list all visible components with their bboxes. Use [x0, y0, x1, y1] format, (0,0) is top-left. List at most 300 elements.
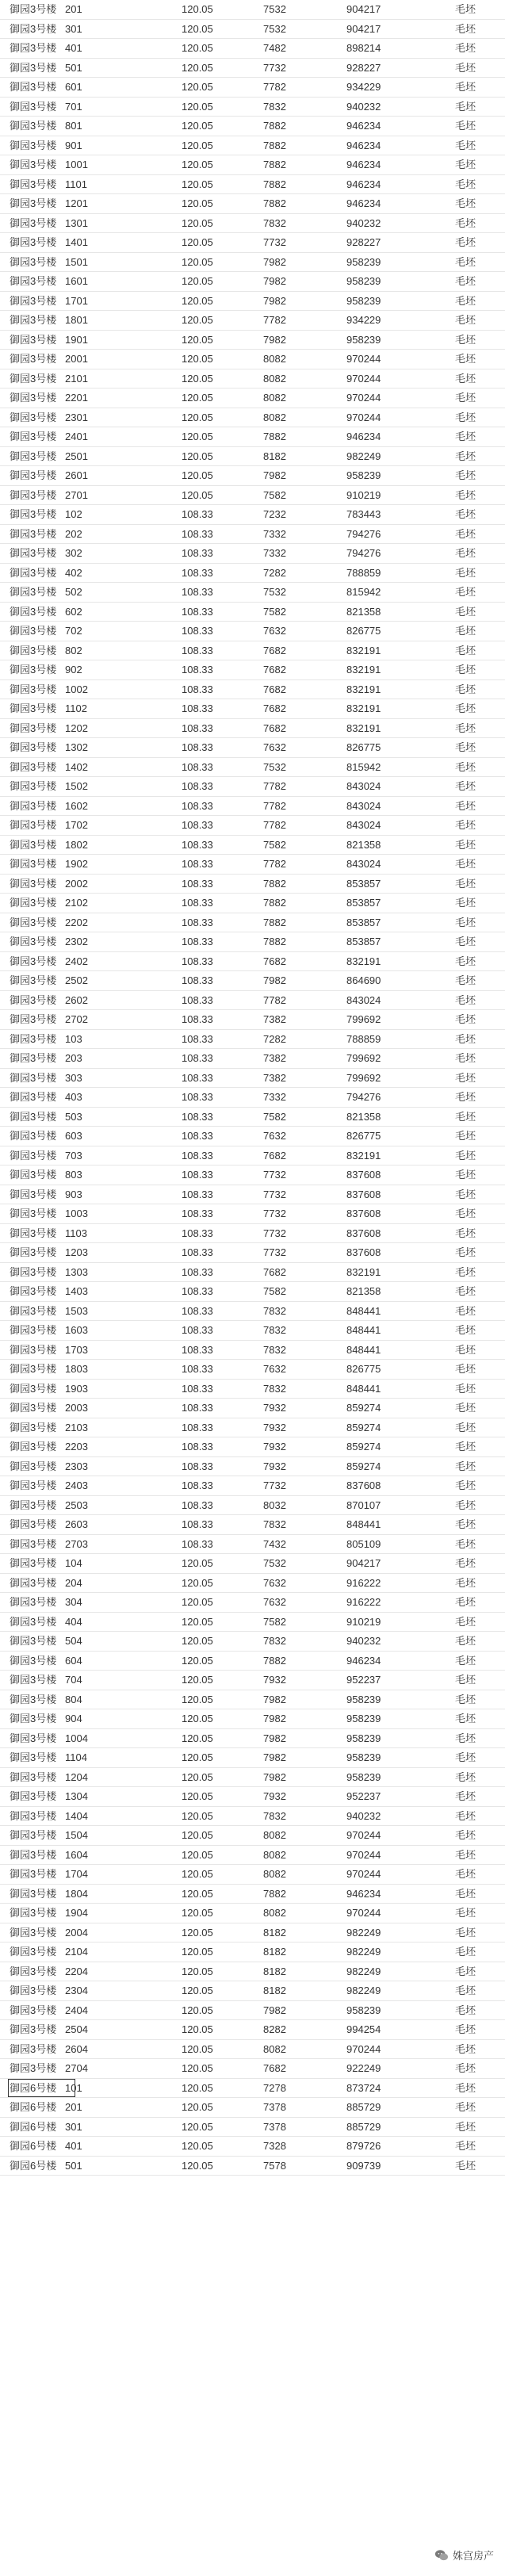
cell-area[interactable]: 120.05 — [182, 1732, 213, 1744]
cell-area[interactable]: 120.05 — [182, 2120, 213, 2133]
cell-total[interactable]: 815942 — [346, 586, 381, 598]
cell-room[interactable]: 201 — [65, 2101, 82, 2113]
cell-total[interactable]: 859274 — [346, 1421, 381, 1433]
cell-total[interactable]: 821358 — [346, 1110, 381, 1123]
cell-standard[interactable]: 毛坯 — [455, 1751, 476, 1763]
cell-standard[interactable]: 毛坯 — [455, 2023, 476, 2035]
cell-unit-price[interactable]: 7632 — [263, 741, 286, 753]
cell-building[interactable]: 御园3号楼 — [10, 1013, 57, 1025]
cell-total[interactable]: 843024 — [346, 780, 381, 792]
cell-building[interactable]: 御园3号楼 — [10, 178, 57, 190]
cell-room[interactable]: 1901 — [65, 333, 88, 346]
cell-room[interactable]: 1902 — [65, 858, 88, 870]
cell-unit-price[interactable]: 7782 — [263, 81, 286, 93]
cell-building[interactable]: 御园3号楼 — [10, 1946, 57, 1958]
cell-building[interactable]: 御园3号楼 — [10, 294, 57, 307]
cell-area[interactable]: 108.33 — [182, 799, 213, 812]
cell-standard[interactable]: 毛坯 — [455, 897, 476, 909]
cell-unit-price[interactable]: 8182 — [263, 1985, 286, 1996]
cell-building[interactable]: 御园3号楼 — [10, 1907, 57, 1919]
cell-area[interactable]: 108.33 — [182, 1227, 213, 1239]
cell-room[interactable]: 2201 — [65, 392, 88, 404]
cell-total[interactable]: 958239 — [346, 333, 381, 346]
cell-total[interactable]: 958239 — [346, 469, 381, 481]
cell-total[interactable]: 970244 — [346, 411, 381, 423]
cell-unit-price[interactable]: 7632 — [263, 1363, 286, 1375]
cell-building[interactable]: 御园3号楼 — [10, 760, 57, 773]
cell-total[interactable]: 982249 — [346, 1985, 381, 1996]
cell-building[interactable]: 御园3号楼 — [10, 974, 57, 986]
cell-building[interactable]: 御园3号楼 — [10, 1091, 57, 1103]
cell-total[interactable]: 794276 — [346, 1091, 381, 1103]
cell-area[interactable]: 120.05 — [182, 1770, 213, 1783]
cell-total[interactable]: 832191 — [346, 1149, 381, 1162]
cell-total[interactable]: 958239 — [346, 1693, 381, 1705]
cell-total[interactable]: 853857 — [346, 936, 381, 947]
cell-unit-price[interactable]: 7732 — [263, 1169, 286, 1181]
cell-building[interactable]: 御园3号楼 — [10, 1635, 57, 1647]
cell-area[interactable]: 108.33 — [182, 625, 213, 637]
cell-standard[interactable]: 毛坯 — [455, 1693, 476, 1705]
cell-unit-price[interactable]: 7532 — [263, 586, 286, 598]
cell-standard[interactable]: 毛坯 — [455, 255, 476, 268]
cell-building[interactable]: 御园3号楼 — [10, 1130, 57, 1142]
cell-unit-price[interactable]: 7532 — [263, 1557, 286, 1569]
cell-room[interactable]: 2603 — [65, 1518, 88, 1530]
cell-area[interactable]: 108.33 — [182, 1479, 213, 1491]
cell-room[interactable]: 1103 — [65, 1227, 87, 1239]
cell-area[interactable]: 120.05 — [182, 469, 213, 481]
cell-standard[interactable]: 毛坯 — [455, 1402, 476, 1414]
cell-building[interactable]: 御园3号楼 — [10, 683, 57, 695]
cell-area[interactable]: 120.05 — [182, 1576, 213, 1589]
cell-room[interactable]: 2502 — [65, 974, 88, 986]
cell-building[interactable]: 御园3号楼 — [10, 275, 57, 287]
cell-room[interactable]: 1704 — [65, 1868, 88, 1880]
cell-area[interactable]: 120.05 — [182, 431, 213, 442]
cell-standard[interactable]: 毛坯 — [455, 741, 476, 753]
cell-standard[interactable]: 毛坯 — [455, 1907, 476, 1919]
cell-standard[interactable]: 毛坯 — [455, 1265, 476, 1278]
cell-unit-price[interactable]: 7532 — [263, 22, 286, 35]
cell-building[interactable]: 御园6号楼 — [8, 2079, 75, 2097]
cell-area[interactable]: 108.33 — [182, 1285, 213, 1297]
cell-room[interactable]: 1701 — [65, 294, 88, 307]
cell-standard[interactable]: 毛坯 — [455, 353, 476, 365]
cell-total[interactable]: 982249 — [346, 450, 381, 462]
cell-room[interactable]: 2103 — [65, 1421, 88, 1433]
cell-standard[interactable]: 毛坯 — [455, 1130, 476, 1142]
cell-area[interactable]: 120.05 — [182, 2159, 213, 2172]
cell-building[interactable]: 御园3号楼 — [10, 838, 57, 851]
cell-total[interactable]: 794276 — [346, 547, 381, 559]
cell-room[interactable]: 401 — [65, 2140, 82, 2152]
cell-unit-price[interactable]: 7632 — [263, 1576, 286, 1589]
cell-standard[interactable]: 毛坯 — [455, 664, 476, 676]
cell-total[interactable]: 958239 — [346, 1770, 381, 1783]
cell-area[interactable]: 108.33 — [182, 760, 213, 773]
cell-standard[interactable]: 毛坯 — [455, 275, 476, 287]
cell-room[interactable]: 1703 — [65, 1343, 88, 1356]
cell-building[interactable]: 御园3号楼 — [10, 993, 57, 1006]
cell-room[interactable]: 802 — [65, 644, 82, 656]
cell-area[interactable]: 108.33 — [182, 993, 213, 1006]
cell-building[interactable]: 御园3号楼 — [10, 1227, 57, 1239]
cell-standard[interactable]: 毛坯 — [455, 2120, 476, 2133]
cell-room[interactable]: 1503 — [65, 1304, 88, 1317]
cell-standard[interactable]: 毛坯 — [455, 372, 476, 385]
cell-standard[interactable]: 毛坯 — [455, 1790, 476, 1802]
cell-room[interactable]: 604 — [65, 1654, 82, 1667]
cell-standard[interactable]: 毛坯 — [455, 1343, 476, 1356]
cell-room[interactable]: 1801 — [65, 314, 88, 326]
cell-area[interactable]: 120.05 — [182, 2004, 213, 2016]
cell-building[interactable]: 御园3号楼 — [10, 547, 57, 559]
cell-building[interactable]: 御园3号楼 — [10, 1790, 57, 1802]
cell-total[interactable]: 794276 — [346, 527, 381, 540]
cell-area[interactable]: 120.05 — [182, 275, 213, 287]
cell-standard[interactable]: 毛坯 — [455, 1848, 476, 1861]
cell-standard[interactable]: 毛坯 — [455, 1169, 476, 1181]
cell-standard[interactable]: 毛坯 — [455, 702, 476, 714]
cell-room[interactable]: 803 — [65, 1169, 82, 1181]
cell-building[interactable]: 御园3号楼 — [10, 780, 57, 792]
cell-total[interactable]: 832191 — [346, 702, 381, 714]
cell-room[interactable]: 1304 — [65, 1790, 88, 1802]
cell-area[interactable]: 120.05 — [182, 255, 213, 268]
cell-area[interactable]: 120.05 — [182, 159, 213, 170]
cell-area[interactable]: 108.33 — [182, 1149, 213, 1162]
cell-area[interactable]: 120.05 — [182, 1615, 213, 1628]
cell-unit-price[interactable]: 7982 — [263, 333, 286, 346]
cell-total[interactable]: 885729 — [346, 2101, 381, 2113]
cell-total[interactable]: 934229 — [346, 81, 381, 93]
cell-standard[interactable]: 毛坯 — [455, 1188, 476, 1200]
cell-total[interactable]: 982249 — [346, 1946, 381, 1958]
cell-room[interactable]: 102 — [65, 508, 82, 520]
cell-building[interactable]: 御园3号楼 — [10, 586, 57, 598]
cell-building[interactable]: 御园3号楼 — [10, 1868, 57, 1880]
cell-building[interactable]: 御园3号楼 — [10, 1848, 57, 1861]
cell-building[interactable]: 御园3号楼 — [10, 897, 57, 909]
cell-standard[interactable]: 毛坯 — [455, 100, 476, 113]
cell-area[interactable]: 120.05 — [182, 1829, 213, 1841]
cell-room[interactable]: 602 — [65, 605, 82, 618]
cell-total[interactable]: 922249 — [346, 2062, 381, 2074]
cell-unit-price[interactable]: 7882 — [263, 897, 286, 909]
cell-total[interactable]: 826775 — [346, 1130, 381, 1142]
cell-room[interactable]: 1102 — [65, 702, 87, 714]
cell-room[interactable]: 2404 — [65, 2004, 88, 2016]
cell-standard[interactable]: 毛坯 — [455, 1285, 476, 1297]
cell-building[interactable]: 御园3号楼 — [10, 1887, 57, 1900]
cell-unit-price[interactable]: 8082 — [263, 411, 286, 423]
cell-standard[interactable]: 毛坯 — [455, 1732, 476, 1744]
cell-room[interactable]: 703 — [65, 1149, 82, 1162]
cell-standard[interactable]: 毛坯 — [455, 1032, 476, 1045]
cell-area[interactable]: 120.05 — [182, 2081, 213, 2094]
cell-building[interactable]: 御园3号楼 — [10, 159, 57, 170]
cell-room[interactable]: 501 — [65, 61, 82, 74]
cell-room[interactable]: 2002 — [65, 877, 88, 890]
cell-area[interactable]: 120.05 — [182, 1985, 213, 1996]
cell-room[interactable]: 603 — [65, 1130, 82, 1142]
cell-unit-price[interactable]: 7982 — [263, 1732, 286, 1744]
cell-total[interactable]: 837608 — [346, 1246, 381, 1258]
cell-building[interactable]: 御园3号楼 — [10, 42, 57, 54]
cell-standard[interactable]: 毛坯 — [455, 916, 476, 928]
cell-total[interactable]: 958239 — [346, 2004, 381, 2016]
cell-total[interactable]: 821358 — [346, 605, 381, 618]
cell-area[interactable]: 120.05 — [182, 1693, 213, 1705]
cell-unit-price[interactable]: 7832 — [263, 1635, 286, 1647]
cell-area[interactable]: 108.33 — [182, 1246, 213, 1258]
cell-room[interactable]: 2403 — [65, 1479, 88, 1491]
cell-unit-price[interactable]: 7582 — [263, 605, 286, 618]
cell-building[interactable]: 御园3号楼 — [10, 625, 57, 637]
cell-area[interactable]: 108.33 — [182, 955, 213, 967]
cell-building[interactable]: 御园3号楼 — [10, 936, 57, 947]
cell-standard[interactable]: 毛坯 — [455, 450, 476, 462]
cell-unit-price[interactable]: 7332 — [263, 527, 286, 540]
cell-standard[interactable]: 毛坯 — [455, 1518, 476, 1530]
cell-room[interactable]: 2101 — [65, 372, 88, 385]
cell-area[interactable]: 108.33 — [182, 1071, 213, 1084]
cell-unit-price[interactable]: 7832 — [263, 1343, 286, 1356]
cell-unit-price[interactable]: 7732 — [263, 236, 286, 248]
cell-unit-price[interactable]: 7982 — [263, 1693, 286, 1705]
cell-total[interactable]: 946234 — [346, 1654, 381, 1667]
cell-standard[interactable]: 毛坯 — [455, 1557, 476, 1569]
cell-building[interactable]: 御园3号楼 — [10, 392, 57, 404]
cell-total[interactable]: 958239 — [346, 1751, 381, 1763]
cell-area[interactable]: 108.33 — [182, 1402, 213, 1414]
cell-area[interactable]: 120.05 — [182, 450, 213, 462]
cell-total[interactable]: 788859 — [346, 1032, 381, 1045]
cell-area[interactable]: 120.05 — [182, 81, 213, 93]
cell-room[interactable]: 2001 — [65, 353, 88, 365]
cell-unit-price[interactable]: 8182 — [263, 450, 286, 462]
cell-standard[interactable]: 毛坯 — [455, 936, 476, 947]
cell-total[interactable]: 946234 — [346, 431, 381, 442]
cell-total[interactable]: 904217 — [346, 3, 381, 15]
cell-standard[interactable]: 毛坯 — [455, 566, 476, 579]
cell-total[interactable]: 970244 — [346, 353, 381, 365]
cell-building[interactable]: 御园3号楼 — [10, 139, 57, 151]
cell-room[interactable]: 2504 — [65, 2023, 88, 2035]
cell-total[interactable]: 946234 — [346, 178, 381, 190]
cell-standard[interactable]: 毛坯 — [455, 139, 476, 151]
cell-building[interactable]: 御园3号楼 — [10, 411, 57, 423]
cell-standard[interactable]: 毛坯 — [455, 61, 476, 74]
cell-unit-price[interactable]: 7982 — [263, 1713, 286, 1724]
cell-standard[interactable]: 毛坯 — [455, 1324, 476, 1336]
cell-standard[interactable]: 毛坯 — [455, 1441, 476, 1453]
cell-building[interactable]: 御园3号楼 — [10, 1402, 57, 1414]
cell-building[interactable]: 御园3号楼 — [10, 431, 57, 442]
cell-unit-price[interactable]: 7882 — [263, 139, 286, 151]
cell-unit-price[interactable]: 7232 — [263, 508, 286, 520]
cell-total[interactable]: 853857 — [346, 916, 381, 928]
cell-total[interactable]: 970244 — [346, 1848, 381, 1861]
cell-building[interactable]: 御园3号楼 — [10, 1985, 57, 1996]
cell-area[interactable]: 108.33 — [182, 644, 213, 656]
cell-building[interactable]: 御园3号楼 — [10, 799, 57, 812]
cell-unit-price[interactable]: 7328 — [263, 2140, 286, 2152]
cell-area[interactable]: 108.33 — [182, 1208, 213, 1219]
cell-unit-price[interactable]: 7982 — [263, 275, 286, 287]
cell-area[interactable]: 120.05 — [182, 333, 213, 346]
cell-unit-price[interactable]: 7632 — [263, 625, 286, 637]
cell-room[interactable]: 1603 — [65, 1324, 88, 1336]
cell-room[interactable]: 904 — [65, 1713, 82, 1724]
cell-total[interactable]: 799692 — [346, 1052, 381, 1064]
cell-building[interactable]: 御园3号楼 — [10, 1693, 57, 1705]
cell-total[interactable]: 821358 — [346, 1285, 381, 1297]
cell-standard[interactable]: 毛坯 — [455, 1304, 476, 1317]
cell-room[interactable]: 501 — [65, 2159, 82, 2172]
cell-unit-price[interactable]: 7682 — [263, 664, 286, 676]
cell-total[interactable]: 940232 — [346, 1635, 381, 1647]
cell-total[interactable]: 832191 — [346, 722, 381, 734]
cell-total[interactable]: 940232 — [346, 1809, 381, 1822]
cell-building[interactable]: 御园3号楼 — [10, 819, 57, 831]
cell-building[interactable]: 御园3号楼 — [10, 644, 57, 656]
cell-room[interactable]: 1203 — [65, 1246, 88, 1258]
cell-room[interactable]: 204 — [65, 1576, 82, 1589]
cell-room[interactable]: 2004 — [65, 1926, 88, 1939]
cell-area[interactable]: 120.05 — [182, 1868, 213, 1880]
cell-area[interactable]: 108.33 — [182, 1499, 213, 1511]
cell-building[interactable]: 御园3号楼 — [10, 372, 57, 385]
cell-standard[interactable]: 毛坯 — [455, 1868, 476, 1880]
cell-unit-price[interactable]: 8082 — [263, 372, 286, 385]
cell-room[interactable]: 1904 — [65, 1907, 88, 1919]
cell-building[interactable]: 御园3号楼 — [10, 1052, 57, 1064]
cell-standard[interactable]: 毛坯 — [455, 527, 476, 540]
cell-standard[interactable]: 毛坯 — [455, 120, 476, 132]
cell-building[interactable]: 御园3号楼 — [10, 469, 57, 481]
cell-building[interactable]: 御园3号楼 — [10, 2062, 57, 2074]
cell-unit-price[interactable]: 7532 — [263, 760, 286, 773]
cell-building[interactable]: 御园3号楼 — [10, 1809, 57, 1822]
cell-standard[interactable]: 毛坯 — [455, 2042, 476, 2055]
cell-unit-price[interactable]: 7682 — [263, 1265, 286, 1278]
cell-room[interactable]: 1301 — [65, 216, 88, 229]
cell-unit-price[interactable]: 7832 — [263, 1304, 286, 1317]
cell-unit-price[interactable]: 7982 — [263, 469, 286, 481]
cell-area[interactable]: 108.33 — [182, 1382, 213, 1395]
cell-standard[interactable]: 毛坯 — [455, 1071, 476, 1084]
cell-building[interactable]: 御园3号楼 — [10, 1713, 57, 1724]
cell-room[interactable]: 2202 — [65, 916, 88, 928]
cell-area[interactable]: 120.05 — [182, 100, 213, 113]
cell-room[interactable]: 1104 — [65, 1751, 87, 1763]
cell-standard[interactable]: 毛坯 — [455, 586, 476, 598]
cell-total[interactable]: 832191 — [346, 955, 381, 967]
cell-area[interactable]: 108.33 — [182, 1441, 213, 1453]
cell-building[interactable]: 御园3号楼 — [10, 877, 57, 890]
cell-unit-price[interactable]: 7782 — [263, 799, 286, 812]
cell-unit-price[interactable]: 7832 — [263, 1518, 286, 1530]
cell-room[interactable]: 1002 — [65, 683, 88, 695]
cell-room[interactable]: 1001 — [65, 159, 88, 170]
cell-total[interactable]: 940232 — [346, 216, 381, 229]
cell-building[interactable]: 御园3号楼 — [10, 1770, 57, 1783]
cell-total[interactable]: 910219 — [346, 488, 381, 501]
cell-room[interactable]: 2402 — [65, 955, 88, 967]
cell-total[interactable]: 970244 — [346, 372, 381, 385]
cell-room[interactable]: 303 — [65, 1071, 82, 1084]
cell-room[interactable]: 503 — [65, 1110, 82, 1123]
cell-area[interactable]: 108.33 — [182, 877, 213, 890]
cell-room[interactable]: 2704 — [65, 2062, 88, 2074]
cell-area[interactable]: 108.33 — [182, 1343, 213, 1356]
cell-room[interactable]: 2003 — [65, 1402, 88, 1414]
cell-total[interactable]: 946234 — [346, 159, 381, 170]
cell-room[interactable]: 101 — [65, 2081, 82, 2094]
cell-total[interactable]: 958239 — [346, 1732, 381, 1744]
cell-area[interactable]: 120.05 — [182, 372, 213, 385]
cell-room[interactable]: 1501 — [65, 255, 88, 268]
cell-area[interactable]: 108.33 — [182, 1518, 213, 1530]
cell-unit-price[interactable]: 7582 — [263, 1285, 286, 1297]
cell-standard[interactable]: 毛坯 — [455, 1052, 476, 1064]
cell-building[interactable]: 御园3号楼 — [10, 1169, 57, 1181]
cell-unit-price[interactable]: 7882 — [263, 159, 286, 170]
cell-total[interactable]: 859274 — [346, 1402, 381, 1414]
cell-room[interactable]: 801 — [65, 120, 82, 132]
cell-unit-price[interactable]: 8082 — [263, 1868, 286, 1880]
cell-area[interactable]: 120.05 — [182, 1887, 213, 1900]
cell-area[interactable]: 108.33 — [182, 1091, 213, 1103]
cell-unit-price[interactable]: 7732 — [263, 61, 286, 74]
cell-standard[interactable]: 毛坯 — [455, 2062, 476, 2074]
cell-standard[interactable]: 毛坯 — [455, 1246, 476, 1258]
cell-room[interactable]: 2203 — [65, 1441, 88, 1453]
cell-unit-price[interactable]: 8182 — [263, 1926, 286, 1939]
cell-standard[interactable]: 毛坯 — [455, 1479, 476, 1491]
cell-area[interactable]: 108.33 — [182, 547, 213, 559]
cell-room[interactable]: 1702 — [65, 819, 88, 831]
cell-unit-price[interactable]: 7432 — [263, 1537, 286, 1550]
cell-area[interactable]: 120.05 — [182, 1809, 213, 1822]
cell-room[interactable]: 1601 — [65, 275, 88, 287]
cell-building[interactable]: 御园3号楼 — [10, 741, 57, 753]
cell-area[interactable]: 120.05 — [182, 178, 213, 190]
cell-standard[interactable]: 毛坯 — [455, 974, 476, 986]
cell-room[interactable]: 1802 — [65, 838, 88, 851]
cell-standard[interactable]: 毛坯 — [455, 1363, 476, 1375]
cell-area[interactable]: 108.33 — [182, 1265, 213, 1278]
cell-unit-price[interactable]: 7682 — [263, 1149, 286, 1162]
cell-standard[interactable]: 毛坯 — [455, 1946, 476, 1958]
cell-total[interactable]: 783443 — [346, 508, 381, 520]
cell-unit-price[interactable]: 7532 — [263, 3, 286, 15]
cell-unit-price[interactable]: 7582 — [263, 488, 286, 501]
cell-unit-price[interactable]: 7378 — [263, 2120, 286, 2133]
cell-building[interactable]: 御园3号楼 — [10, 1596, 57, 1608]
cell-room[interactable]: 203 — [65, 1052, 82, 1064]
cell-total[interactable]: 904217 — [346, 22, 381, 35]
cell-unit-price[interactable]: 7382 — [263, 1052, 286, 1064]
cell-area[interactable]: 120.05 — [182, 2023, 213, 2035]
cell-total[interactable]: 826775 — [346, 741, 381, 753]
cell-standard[interactable]: 毛坯 — [455, 993, 476, 1006]
cell-area[interactable]: 108.33 — [182, 1032, 213, 1045]
cell-unit-price[interactable]: 7882 — [263, 197, 286, 209]
cell-room[interactable]: 1403 — [65, 1285, 88, 1297]
